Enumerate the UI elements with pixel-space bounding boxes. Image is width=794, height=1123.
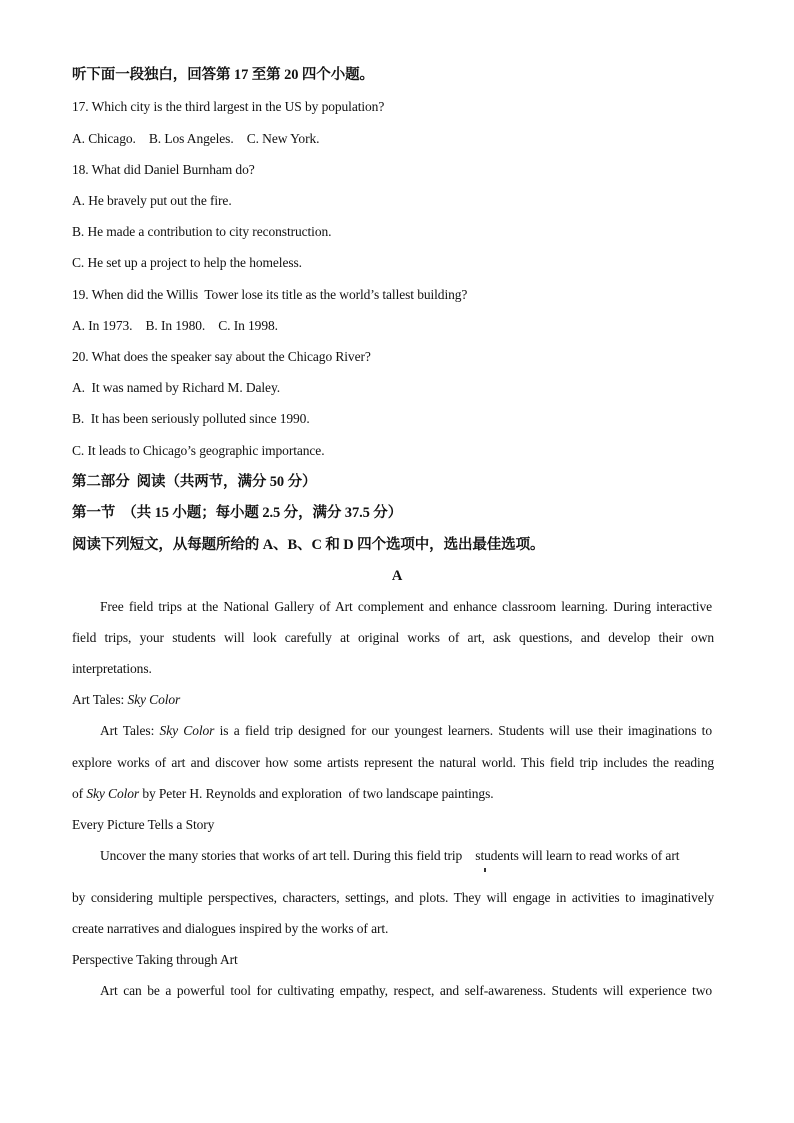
trip-1-line-2: explore works of art and discover how some artists represent the natural world. This field trip includes the reading bbox=[72, 755, 714, 770]
question-17-stem: 17. Which city is the third largest in the US by population? bbox=[72, 99, 385, 114]
trip-1-line-3-prefix: of bbox=[72, 786, 87, 801]
trip-1-line-1 bbox=[100, 722, 712, 740]
stray-mark bbox=[484, 868, 486, 872]
trip-1-heading bbox=[72, 691, 722, 709]
question-20-option-a: A. It was named by Richard M. Daley. bbox=[72, 380, 280, 395]
trip-1-line-3-rest: by Peter H. Reynolds and exploration of two landscape paintings. bbox=[139, 786, 494, 801]
trip-1-line-1-italic: Sky Color bbox=[159, 723, 215, 738]
listening-instruction: 听下面一段独白，回答第 17 至第 20 四个小题。 bbox=[72, 67, 374, 83]
trip-2-line-1: Uncover the many stories that works of art tell. During this field trip students will learn to read works of art bbox=[100, 848, 680, 863]
passage-label: A bbox=[391, 568, 403, 584]
trip-1-line-3 bbox=[72, 785, 722, 803]
trip-1-line-3-italic: Sky Color bbox=[86, 786, 140, 801]
intro-line-2: field trips, your students will look carefully at original works of art, ask questions, and develop their own bbox=[72, 630, 714, 645]
question-18-option-a: A. He bravely put out the fire. bbox=[72, 193, 232, 208]
question-18-option-b: B. He made a contribution to city reconstruction. bbox=[72, 224, 332, 239]
trip-2-heading: Every Picture Tells a Story bbox=[72, 817, 215, 832]
question-19-options: A. In 1973. B. In 1980. C. In 1998. bbox=[72, 318, 278, 333]
trip-2-line-2: by considering multiple perspectives, characters, settings, and plots. They will engage in activities to imaginatively bbox=[72, 890, 714, 905]
question-20-option-c: C. It leads to Chicago’s geographic importance. bbox=[72, 443, 325, 458]
reading-subsection-title: 第一节 （共 15 小题；每小题 2.5 分，满分 37.5 分） bbox=[72, 505, 403, 521]
trip-1-line-1-rest: is a field trip designed for our youngest learners. Students will use their imaginations to bbox=[214, 723, 712, 738]
question-20-option-b: B. It has been seriously polluted since 1990. bbox=[72, 411, 310, 426]
trip-3-line-1: Art can be a powerful tool for cultivating empathy, respect, and self-awareness. Students will experience two bbox=[100, 983, 712, 998]
trip-1-heading-italic: Sky Color bbox=[127, 692, 181, 707]
intro-line-1: Free field trips at the National Gallery of Art complement and enhance classroom learning. During interactive bbox=[100, 599, 712, 614]
intro-line-3: interpretations. bbox=[72, 661, 152, 676]
trip-1-heading-plain: Art Tales: bbox=[72, 692, 128, 707]
question-17-options: A. Chicago. B. Los Angeles. C. New York. bbox=[72, 131, 320, 146]
trip-1-line-1-prefix: Art Tales: bbox=[100, 723, 160, 738]
trip-2-line-3: create narratives and dialogues inspired by the works of art. bbox=[72, 921, 389, 936]
question-19-stem: 19. When did the Willis Tower lose its title as the world’s tallest building? bbox=[72, 287, 468, 302]
reading-instruction: 阅读下列短文，从每题所给的 A、B、C 和 D 四个选项中，选出最佳选项。 bbox=[72, 537, 545, 553]
question-20-stem: 20. What does the speaker say about the Chicago River? bbox=[72, 349, 371, 364]
question-18-option-c: C. He set up a project to help the homeless. bbox=[72, 255, 302, 270]
trip-3-heading: Perspective Taking through Art bbox=[72, 952, 238, 967]
question-18-stem: 18. What did Daniel Burnham do? bbox=[72, 162, 255, 177]
reading-part-title: 第二部分 阅读（共两节，满分 50 分） bbox=[72, 474, 317, 490]
